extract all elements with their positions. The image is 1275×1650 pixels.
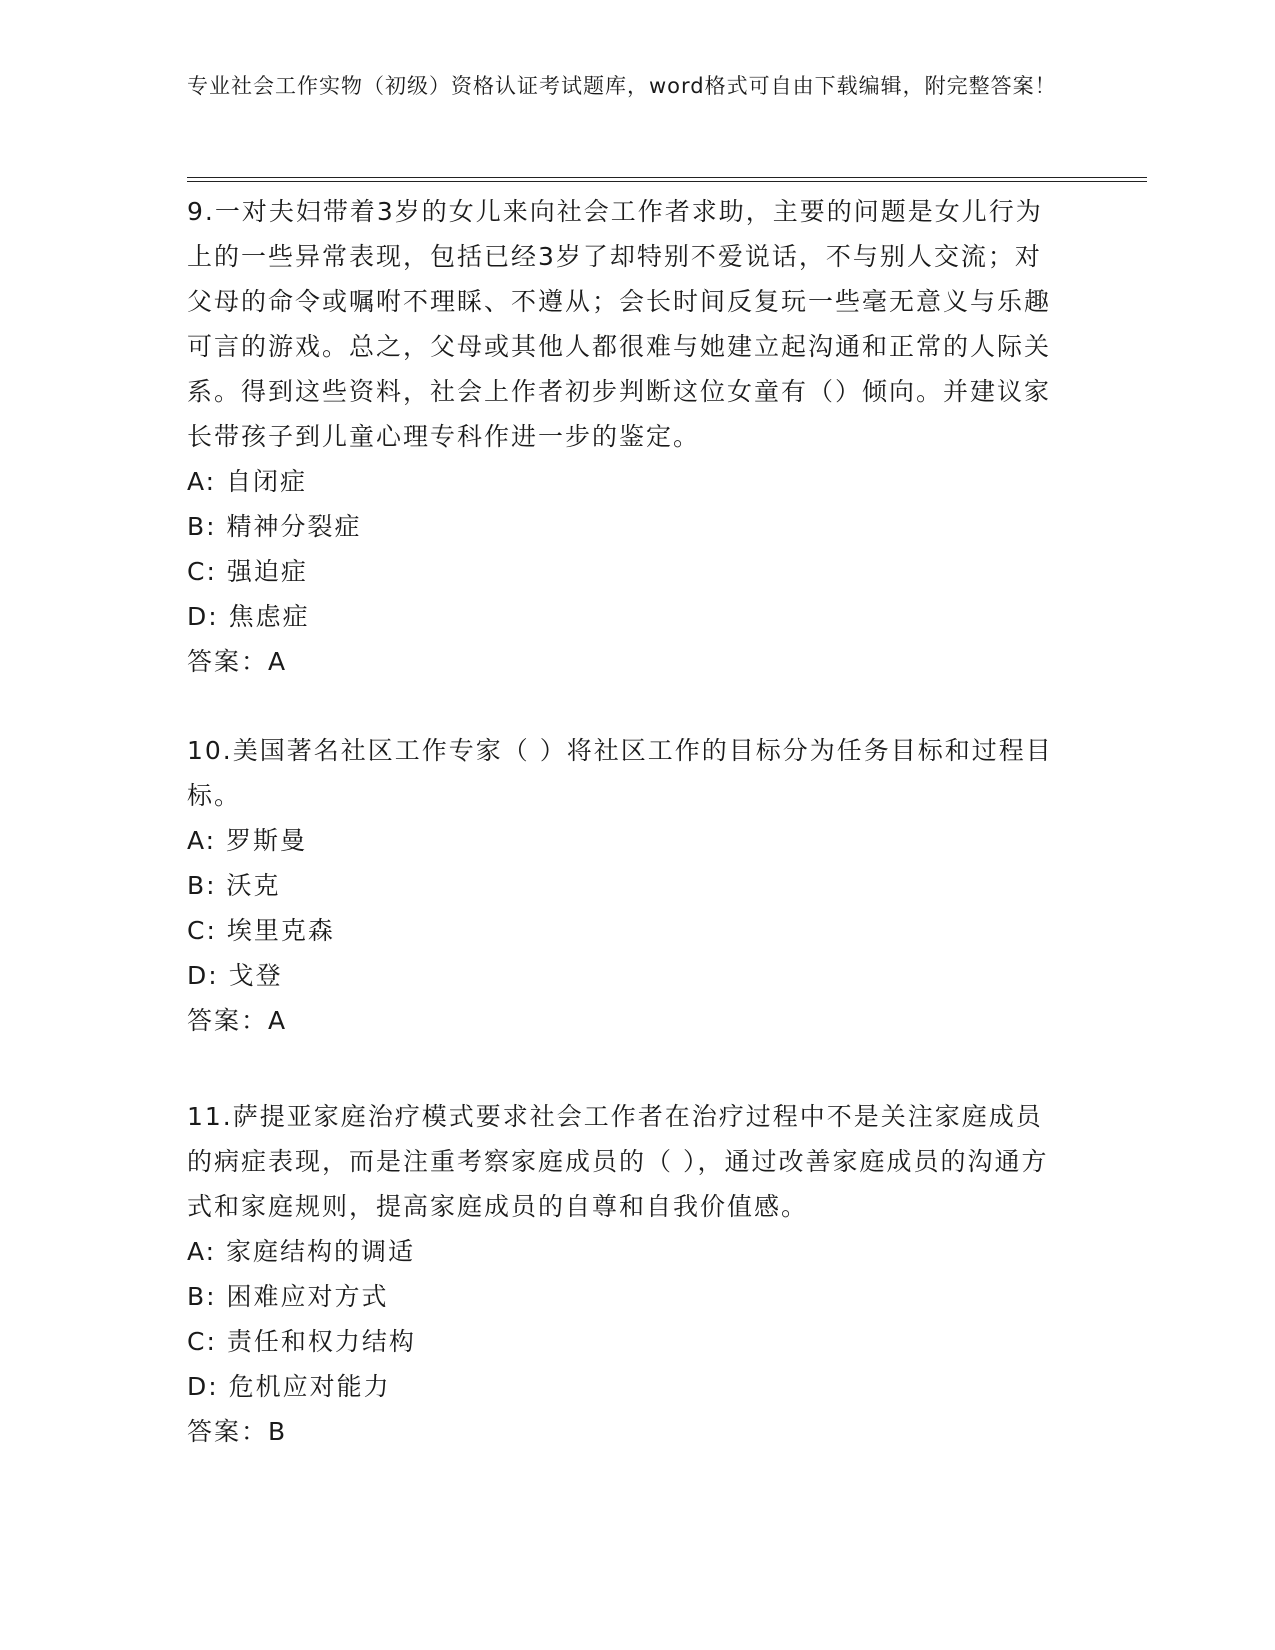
answer-line: 答案：A [187,1006,288,1035]
option-c: C: 强迫症 [187,557,308,586]
option-c: C: 埃里克森 [187,916,335,945]
question-11 [187,1094,1067,1454]
option-b: B: 精神分裂症 [187,512,362,541]
question-stem: 10.美国著名社区工作专家（ ）将社区工作的目标分为任务目标和过程目标。 [187,736,1053,810]
option-c: C: 责任和权力结构 [187,1327,416,1356]
question-10 [187,728,1067,1043]
option-a: A: 家庭结构的调适 [187,1237,416,1266]
option-d: D: 焦虑症 [187,602,310,631]
option-b: B: 困难应对方式 [187,1282,389,1311]
question-9 [187,189,1067,684]
question-stem: 9.一对夫妇带着3岁的女儿来向社会工作者求助，主要的问题是女儿行为上的一些异常表现，包括已经3岁了却特别不爱说话，不与别人交流；对父母的命令或嘱咐不理睬、不遵从；会长时间反复玩一些毫无意义与乐趣可言的游戏。总之，父母或其他人都很难与她建立起沟通和正常的人际关系。得到这些资料，社会上作者初步判断这位女童有（）倾向。并建议家长带孩子到儿童心理专科作进一步的鉴定。 [187,197,1052,451]
question-stem: 11.萨提亚家庭治疗模式要求社会工作者在治疗过程中不是关注家庭成员的病症表现，而是注重考察家庭成员的（ ），通过改善家庭成员的沟通方式和家庭规则，提高家庭成员的自尊和自我价值感。 [187,1102,1049,1221]
answer-line: 答案：B [187,1417,288,1446]
option-d: D: 戈登 [187,961,283,990]
option-d: D: 危机应对能力 [187,1372,391,1401]
header-divider [187,177,1147,182]
option-b: B: 沃克 [187,871,281,900]
option-a: A: 罗斯曼 [187,826,308,855]
option-a: A: 自闭症 [187,467,308,496]
answer-line: 答案：A [187,647,288,676]
page-header-text: 专业社会工作实物（初级）资格认证考试题库，word格式可自由下载编辑，附完整答案！ [187,74,1057,98]
